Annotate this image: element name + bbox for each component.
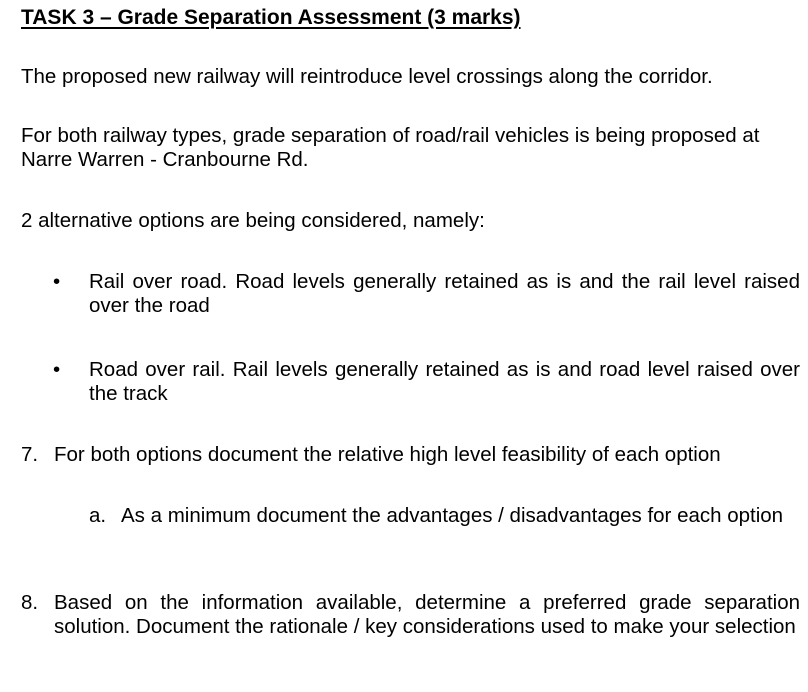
question-text: Based on the information available, determine a preferred grade separation solution. Document the rationale / key considerations used to make your selection [54,591,800,638]
question-number: 8. [21,591,39,614]
sub-question-letter: a. [89,504,107,527]
intro-paragraph: The proposed new railway will reintroduce level crossings along the corridor. [21,65,713,88]
bullet-marker: • [53,358,61,381]
question-text: For both options document the relative high level feasibility of each option [54,443,721,466]
question-number: 7. [21,443,39,466]
options-intro-paragraph: 2 alternative options are being considered, namely: [21,209,485,232]
task-heading: TASK 3 – Grade Separation Assessment (3 marks) [21,6,521,29]
option-text: Road over rail. Rail levels generally retained as is and road level raised over the track [89,358,800,405]
option-text: Rail over road. Road levels generally retained as is and the rail level raised over the road [89,270,800,317]
bullet-marker: • [53,270,61,293]
grade-separation-paragraph: For both railway types, grade separation of road/rail vehicles is being proposed at Narre Warren - Cranbourne Rd. [21,124,760,171]
sub-question-text: As a minimum document the advantages / disadvantages for each option [121,504,784,527]
